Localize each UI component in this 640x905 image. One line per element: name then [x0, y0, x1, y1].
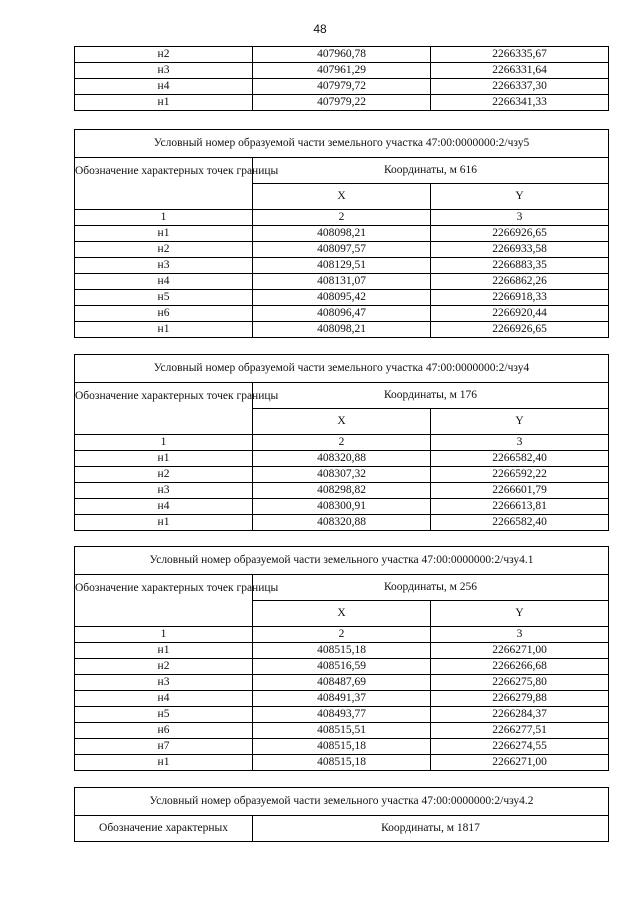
points-header: Обозначение характерных точек границы: [75, 575, 253, 627]
table-row: [75, 755, 609, 771]
table-row: [75, 675, 609, 691]
x-header: X: [253, 409, 431, 435]
column-number: 1: [75, 435, 253, 451]
y-value: 2266279,88: [431, 691, 609, 707]
y-value: 2266274,55: [431, 739, 609, 755]
table-row: [75, 659, 609, 675]
y-value: 2266284,37: [431, 707, 609, 723]
point-label: н1: [75, 643, 253, 659]
y-value: 2266582,40: [431, 451, 609, 467]
table-body: [75, 451, 609, 531]
column-number: 1: [75, 210, 253, 226]
table-row: [75, 322, 609, 338]
coordinates-header: Координаты, м 616: [253, 158, 609, 184]
coordinates-header: Координаты, м 1817: [253, 816, 609, 842]
table-row: [75, 226, 609, 242]
y-value: 2266613,81: [431, 499, 609, 515]
table-body: [75, 226, 609, 338]
x-value: 408320,88: [253, 451, 431, 467]
x-value: 407979,72: [253, 79, 431, 95]
table-row: [75, 739, 609, 755]
section-table-chzu4-1: [74, 546, 609, 771]
section-table-chzu5: [74, 129, 609, 338]
section-table-chzu4: [74, 354, 609, 531]
table-row: [75, 242, 609, 258]
table-row: [75, 691, 609, 707]
x-value: 408095,42: [253, 290, 431, 306]
x-header: X: [253, 601, 431, 627]
point-label: н4: [75, 274, 253, 290]
point-label: н2: [75, 467, 253, 483]
column-number: 2: [253, 210, 431, 226]
column-number: 3: [431, 435, 609, 451]
table-row: [75, 290, 609, 306]
x-value: 408491,37: [253, 691, 431, 707]
x-value: 408129,51: [253, 258, 431, 274]
x-value: 408493,77: [253, 707, 431, 723]
page-number: 48: [313, 22, 327, 36]
point-label: н6: [75, 306, 253, 322]
table-row: [75, 707, 609, 723]
coordinates-header: Координаты, м 256: [253, 575, 609, 601]
table-row: [75, 483, 609, 499]
y-value: 2266277,51: [431, 723, 609, 739]
point-label: н5: [75, 290, 253, 306]
table-body: [75, 47, 609, 111]
point-label: н4: [75, 499, 253, 515]
x-value: 408515,18: [253, 755, 431, 771]
x-value: 408307,32: [253, 467, 431, 483]
x-value: 408515,18: [253, 643, 431, 659]
y-value: 2266883,35: [431, 258, 609, 274]
x-value: 408515,51: [253, 723, 431, 739]
points-header: Обозначение характерных точек границы: [75, 383, 253, 435]
x-value: 408320,88: [253, 515, 431, 531]
column-number: 2: [253, 435, 431, 451]
section-title: Условный номер образуемой части земельного участка 47:00:0000000:2/чзу4.1: [75, 547, 609, 575]
y-value: 2266341,33: [431, 95, 609, 111]
y-value: 2266592,22: [431, 467, 609, 483]
y-header: Y: [431, 409, 609, 435]
table-row: [75, 499, 609, 515]
y-value: 2266862,26: [431, 274, 609, 290]
y-value: 2266601,79: [431, 483, 609, 499]
y-value: 2266271,00: [431, 755, 609, 771]
x-value: 407979,22: [253, 95, 431, 111]
y-value: 2266926,65: [431, 226, 609, 242]
point-label: н5: [75, 707, 253, 723]
point-label: н2: [75, 659, 253, 675]
points-header: Обозначение характерных: [75, 816, 253, 842]
point-label: н1: [75, 322, 253, 338]
y-value: 2266266,68: [431, 659, 609, 675]
point-label: н1: [75, 226, 253, 242]
x-value: 408096,47: [253, 306, 431, 322]
y-value: 2266933,58: [431, 242, 609, 258]
table-row: [75, 306, 609, 322]
table-row: [75, 95, 609, 111]
table-row: [75, 515, 609, 531]
continued-coordinates-table: [74, 46, 609, 111]
table-row: [75, 723, 609, 739]
point-label: н3: [75, 675, 253, 691]
x-header: X: [253, 184, 431, 210]
x-value: 408300,91: [253, 499, 431, 515]
x-value: 408487,69: [253, 675, 431, 691]
table-row: [75, 467, 609, 483]
x-value: 408131,07: [253, 274, 431, 290]
column-number: 3: [431, 627, 609, 643]
y-header: Y: [431, 601, 609, 627]
y-value: 2266335,67: [431, 47, 609, 63]
point-label: н3: [75, 63, 253, 79]
point-label: н1: [75, 451, 253, 467]
y-value: 2266331,64: [431, 63, 609, 79]
column-number: 3: [431, 210, 609, 226]
table-row: [75, 274, 609, 290]
table-row: [75, 258, 609, 274]
x-value: 408098,21: [253, 322, 431, 338]
point-label: н4: [75, 691, 253, 707]
section-title: Условный номер образуемой части земельного участка 47:00:0000000:2/чзу5: [75, 130, 609, 158]
y-value: 2266275,80: [431, 675, 609, 691]
column-number: 1: [75, 627, 253, 643]
x-value: 408098,21: [253, 226, 431, 242]
point-label: н4: [75, 79, 253, 95]
table-row: [75, 63, 609, 79]
table-row: [75, 47, 609, 63]
x-value: 408298,82: [253, 483, 431, 499]
x-value: 407961,29: [253, 63, 431, 79]
table-row: [75, 79, 609, 95]
point-label: н3: [75, 258, 253, 274]
y-value: 2266337,30: [431, 79, 609, 95]
y-header: Y: [431, 184, 609, 210]
section-table-chzu4-2: [74, 787, 609, 842]
table-row: [75, 643, 609, 659]
points-header: Обозначение характерных точек границы: [75, 158, 253, 210]
table-row: [75, 451, 609, 467]
y-value: 2266271,00: [431, 643, 609, 659]
point-label: н2: [75, 242, 253, 258]
y-value: 2266918,33: [431, 290, 609, 306]
point-label: н1: [75, 755, 253, 771]
section-title: Условный номер образуемой части земельного участка 47:00:0000000:2/чзу4: [75, 355, 609, 383]
section-title: Условный номер образуемой части земельного участка 47:00:0000000:2/чзу4.2: [75, 788, 609, 816]
point-label: н6: [75, 723, 253, 739]
x-value: 408097,57: [253, 242, 431, 258]
point-label: н1: [75, 515, 253, 531]
x-value: 408516,59: [253, 659, 431, 675]
table-body: [75, 643, 609, 771]
point-label: н1: [75, 95, 253, 111]
column-number: 2: [253, 627, 431, 643]
coordinates-header: Координаты, м 176: [253, 383, 609, 409]
point-label: н2: [75, 47, 253, 63]
x-value: 407960,78: [253, 47, 431, 63]
x-value: 408515,18: [253, 739, 431, 755]
point-label: н3: [75, 483, 253, 499]
y-value: 2266920,44: [431, 306, 609, 322]
point-label: н7: [75, 739, 253, 755]
y-value: 2266582,40: [431, 515, 609, 531]
y-value: 2266926,65: [431, 322, 609, 338]
